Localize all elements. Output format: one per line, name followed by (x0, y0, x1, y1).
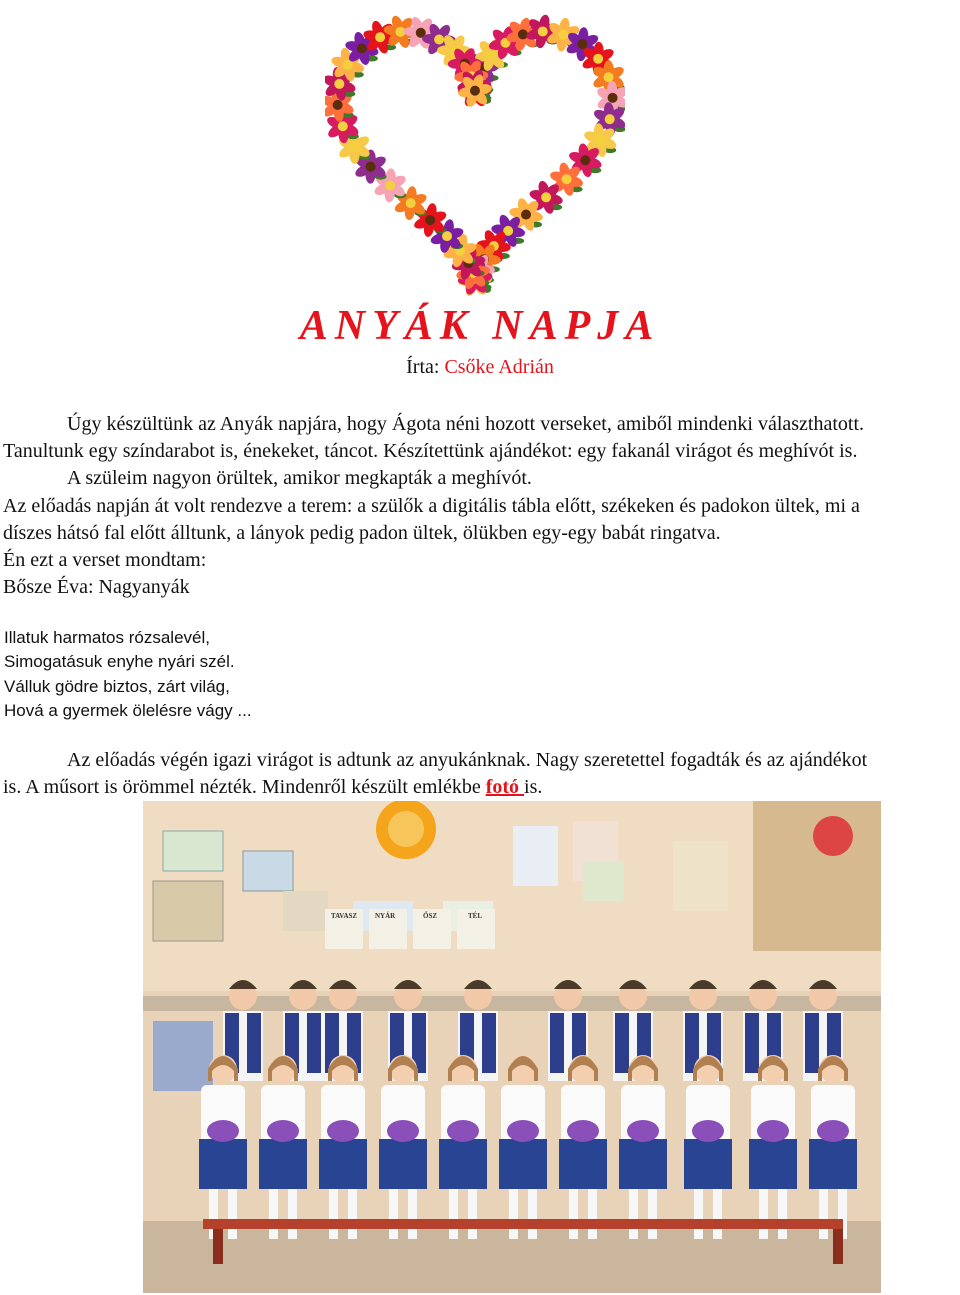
paragraph-line: Az előadás napján át volt rendezve a terem: a szülők a digitális tábla előtt, székeken és padokon ültek, mi a (3, 495, 860, 517)
sign-autumn: ŐSZ (423, 912, 438, 920)
closing-line (3, 774, 958, 801)
paragraph-line: Én ezt a verset mondtam: (3, 549, 207, 571)
byline-prefix: Írta: (406, 356, 445, 378)
poem-line: Simogatásuk enyhe nyári szél. (4, 652, 235, 671)
closing-line: Az előadás végén igazi virágot is adtunk az anyukánknak. Nagy szeretettel fogadták és az ajándékot (67, 749, 868, 771)
photo-link[interactable]: fotó (485, 776, 525, 798)
class-photo-illustration (143, 801, 881, 1293)
closing-text-end: is. (524, 776, 543, 798)
poem-title: Bősze Éva: Nagyanyák (3, 576, 190, 598)
sign-winter: TÉL (468, 912, 483, 920)
sign-summer: NYÁR (375, 912, 396, 920)
sign-spring: TAVASZ (331, 912, 358, 920)
page-title: ANYÁK NAPJA (299, 303, 661, 349)
closing-text: is. A műsort is örömmel nézték. Mindenről készült emlékbe (3, 776, 486, 798)
byline (0, 356, 960, 379)
author-name: Csőke Adrián (444, 356, 554, 378)
paragraph-line: díszes hátsó fal előtt álltunk, a lányok pedig padon ültek, ölükben egy-egy babát ringatva. (3, 522, 721, 544)
paragraph-line: Úgy készültünk az Anyák napjára, hogy Ágota néni hozott verseket, amiből mindenki választhatott. (67, 413, 865, 435)
poem-line: Hová a gyermek ölelésre vágy ... (4, 701, 252, 720)
flower-heart-wreath-image (325, 4, 625, 299)
poem-line: Illatuk harmatos rózsalevél, (4, 628, 210, 647)
class-photo (143, 801, 881, 1293)
paragraph-line: Tanultunk egy színdarabot is, énekeket, táncot. Készítettünk ajándékot: egy fakanál virágot és meghívót is. (3, 440, 858, 462)
poem-line: Válluk gödre biztos, zárt világ, (4, 677, 230, 696)
paragraph-line: A szüleim nagyon örültek, amikor megkapták a meghívót. (67, 467, 532, 489)
